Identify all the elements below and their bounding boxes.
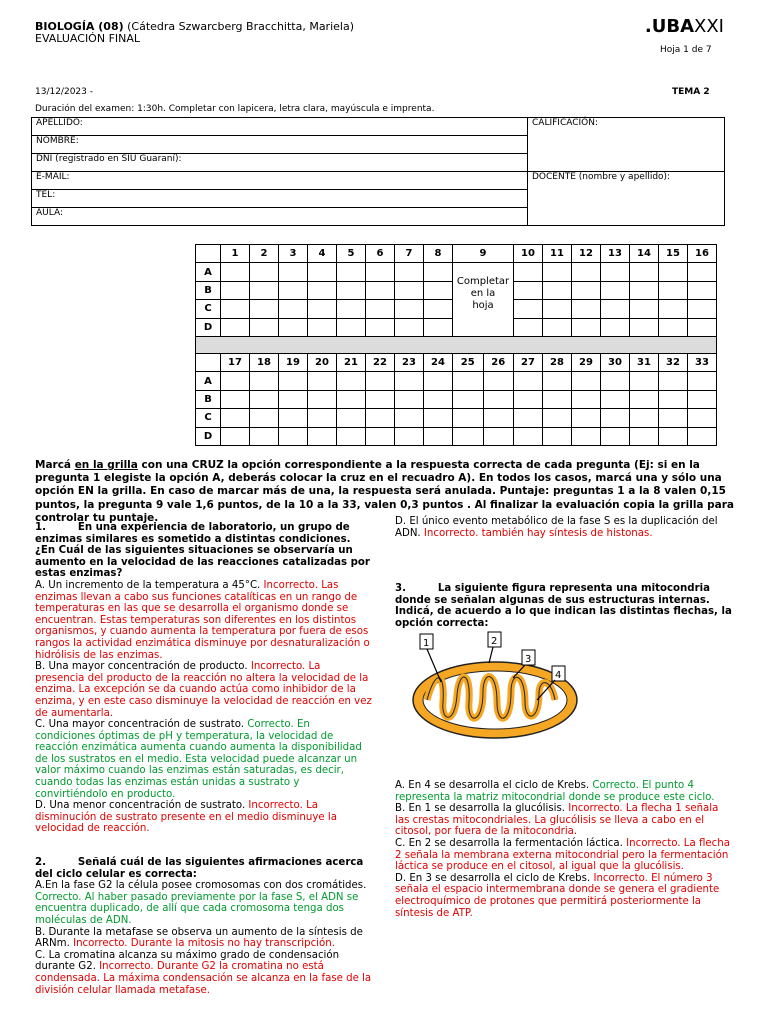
grid-row-label: B <box>196 281 221 299</box>
grid-cell[interactable] <box>630 318 659 336</box>
q1-option-b: B. Una mayor concentración de producto. Incorrecto. La presencia del producto de la reacción no altera la velocidad de la enzima. La excepción se da cuando actúa como inhibidor de la enzima, y en este caso disminuye la velocidad de reacción en vez de aumentarla. <box>35 661 372 719</box>
grid-cell[interactable] <box>601 300 630 318</box>
grid-cell[interactable] <box>366 263 395 281</box>
grid-cell[interactable] <box>424 318 453 336</box>
grid-cell[interactable] <box>514 372 543 390</box>
grid-cell[interactable] <box>308 281 337 299</box>
grid-cell[interactable] <box>395 409 424 427</box>
grid-cell[interactable] <box>366 427 395 445</box>
grid-cell[interactable] <box>630 372 659 390</box>
grid-cell[interactable] <box>279 390 308 408</box>
grid-cell[interactable] <box>250 409 279 427</box>
q1-option-d: D. Una menor concentración de sustrato. Incorrecto. La disminución de sustrato presente en el medio disminuye la velocidad de reacción. <box>35 800 337 835</box>
grid-cell[interactable] <box>543 409 572 427</box>
grid-cell[interactable] <box>601 409 630 427</box>
grid-cell[interactable] <box>688 263 717 281</box>
grid-cell[interactable] <box>366 300 395 318</box>
grid-cell[interactable] <box>337 372 366 390</box>
question-1: 1. En una experiencia de laboratorio, un grupo de enzimas similares es sometido a distintas condiciones. ¿En Cuál de las siguientes situaciones se observaría un aumento en la velocidad de las reacciones catalizadas por estas enzimas? <box>35 522 370 580</box>
grid-cell[interactable] <box>395 281 424 299</box>
grid-col-header: 23 <box>395 353 424 371</box>
q3-option-c: C. En 2 se desarrolla la fermentación láctica. Incorrecto. La flecha 2 señala la membrana externa mitocondrial pero la fermentación láctica se produce en el citosol, al igual que la glucólisis. <box>395 837 730 873</box>
grid-cell[interactable] <box>601 263 630 281</box>
grid-col-header: 24 <box>424 353 453 371</box>
grid-cell[interactable] <box>337 409 366 427</box>
grid-cell[interactable] <box>337 318 366 336</box>
grid-cell[interactable] <box>659 427 688 445</box>
grid-col-header: 6 <box>366 245 395 263</box>
grid-cell[interactable] <box>688 281 717 299</box>
calificacion-field[interactable]: CALIFICACIÓN: <box>528 118 725 172</box>
grid-col-header: 14 <box>630 245 659 263</box>
grid-cell[interactable] <box>543 427 572 445</box>
q3-option-d: D. En 3 se desarrolla el ciclo de Krebs. Incorrecto. El número 3 señala el espacio intermembrana donde se genera el gradiente electroquímico de protones que permitirá posteriormente la síntesis de ATP. <box>395 872 720 919</box>
grid-cell[interactable] <box>337 263 366 281</box>
grid-cell[interactable] <box>250 300 279 318</box>
grid-cell[interactable] <box>659 409 688 427</box>
grid-col-header: 13 <box>601 245 630 263</box>
grid-cell[interactable] <box>630 281 659 299</box>
grid-cell[interactable] <box>424 372 453 390</box>
grid-col-header: 16 <box>688 245 717 263</box>
label-2: 2 <box>491 636 498 647</box>
grid-cell[interactable] <box>688 409 717 427</box>
grid-row-label: C <box>196 300 221 318</box>
grid-cell[interactable] <box>308 300 337 318</box>
grid-corner <box>196 245 221 263</box>
question-3: 3. La siguiente figura representa una mitocondria donde se señalan algunas de sus estructuras internas. Indicá, de acuerdo a lo que indican las distintas flechas, la opción correcta: <box>395 583 732 629</box>
grid-cell[interactable] <box>514 390 543 408</box>
grid-cell[interactable] <box>572 318 601 336</box>
grid-cell[interactable] <box>543 318 572 336</box>
grid-cell[interactable] <box>514 318 543 336</box>
grid-cell[interactable] <box>221 300 250 318</box>
grid-cell[interactable] <box>424 300 453 318</box>
grid-cell[interactable] <box>601 318 630 336</box>
grid-cell[interactable] <box>688 300 717 318</box>
arrow-2 <box>489 647 493 663</box>
grid-cell[interactable] <box>366 390 395 408</box>
grid-cell[interactable] <box>572 281 601 299</box>
grid-cell[interactable] <box>630 409 659 427</box>
grid-cell[interactable] <box>543 300 572 318</box>
grid-cell[interactable] <box>366 281 395 299</box>
question-2: 2. Señalá cuál de las siguientes afirmaciones acerca del ciclo celular es correcta: <box>35 857 364 880</box>
grid-cell[interactable] <box>337 300 366 318</box>
grid-cell[interactable] <box>221 427 250 445</box>
grid-cell[interactable] <box>572 300 601 318</box>
grid-col-header: 17 <box>221 353 250 371</box>
grid-cell[interactable] <box>483 372 514 390</box>
grid-cell[interactable] <box>308 390 337 408</box>
grid-cell[interactable] <box>572 427 601 445</box>
grid-cell[interactable] <box>453 372 484 390</box>
grid-col-header: 27 <box>514 353 543 371</box>
grid-cell[interactable] <box>453 427 484 445</box>
grid-cell[interactable] <box>659 263 688 281</box>
q2-option-d: D. El único evento metabólico de la fase S es la duplicación del ADN. Incorrecto. también hay síntesis de histonas. <box>395 516 718 539</box>
grid-col-header: 11 <box>543 245 572 263</box>
grid-row-label: A <box>196 263 221 281</box>
grid-col-header: 15 <box>659 245 688 263</box>
answer-grid <box>195 244 717 446</box>
grid-cell[interactable] <box>601 372 630 390</box>
grid-cell[interactable] <box>572 372 601 390</box>
grid-cell[interactable] <box>221 390 250 408</box>
grid-cell[interactable] <box>279 318 308 336</box>
grid-cell[interactable] <box>366 372 395 390</box>
grid-cell[interactable] <box>601 281 630 299</box>
grid-cell[interactable] <box>483 390 514 408</box>
q2-option-c: C. La cromatina alcanza su máximo grado de condensación durante G2. Incorrecto. Durante G2 la cromatina no está condensada. La máxima condensación se alcanza en la fase de la división celular llamada metafase. <box>35 949 372 996</box>
grid-cell[interactable] <box>514 300 543 318</box>
grid-cell[interactable] <box>659 372 688 390</box>
grid-col-header: 7 <box>395 245 424 263</box>
uba-xxi-logo: .UBAXXI <box>644 16 724 37</box>
grid-col-header: 29 <box>572 353 601 371</box>
label-4: 4 <box>555 670 562 681</box>
grid-cell[interactable] <box>659 281 688 299</box>
grid-cell[interactable] <box>514 263 543 281</box>
grid-cell[interactable] <box>250 372 279 390</box>
course-title: BIOLOGÍA (08) (Cátedra Szwarcberg Bracchitta, Mariela) <box>35 20 354 33</box>
grid-col-header: 32 <box>659 353 688 371</box>
grid-col-header: 1 <box>221 245 250 263</box>
grid-cell[interactable] <box>395 318 424 336</box>
grid-cell[interactable] <box>279 300 308 318</box>
grid-cell[interactable] <box>514 281 543 299</box>
grid-col-header: 18 <box>250 353 279 371</box>
grid-cell[interactable] <box>630 263 659 281</box>
grid-row-label: A <box>196 372 221 390</box>
grid-cell[interactable] <box>424 263 453 281</box>
grid-cell[interactable] <box>250 318 279 336</box>
grid-cell[interactable] <box>366 318 395 336</box>
grid-cell[interactable] <box>453 409 484 427</box>
page-number: Hoja 1 de 7 <box>660 45 712 55</box>
instructions: Marcá en la grilla con una CRUZ la opción correspondiente a la respuesta correcta de cada pregunta (Ej: si en la pregunta 1 elegiste la opción A, deberás colocar la cruz en el recuadro A). En todos los casos, marcá una y sólo una opción EN la grilla. En caso de marcar más de una, la respuesta será anulada. Puntaje: preguntas 1 a la 8 valen 0,15 puntos, la pregunta 9 vale 1,6 puntos, de la 10 a la 33, valen 0,3 puntos . Al finalizar la evaluación copia la grilla para controlar tu puntaje. <box>35 459 735 524</box>
label-3: 3 <box>525 654 532 665</box>
grid-cell[interactable] <box>572 390 601 408</box>
email-field[interactable]: E-MAIL: <box>32 172 528 190</box>
grid-cell[interactable] <box>483 427 514 445</box>
tel-field[interactable]: TEL: <box>32 190 528 208</box>
grid-cell[interactable] <box>688 390 717 408</box>
grid-cell[interactable] <box>514 427 543 445</box>
grid-col-header: 20 <box>308 353 337 371</box>
grid-cell[interactable] <box>395 427 424 445</box>
grid-col-header: 19 <box>279 353 308 371</box>
grid-col-header: 30 <box>601 353 630 371</box>
grid-col-header: 12 <box>572 245 601 263</box>
grid-row-label: D <box>196 318 221 336</box>
grid-col-header: 3 <box>279 245 308 263</box>
grid-cell[interactable] <box>366 409 395 427</box>
apellido-field[interactable]: APELLIDO: <box>32 118 528 136</box>
grid-cell[interactable] <box>630 300 659 318</box>
duration-note: Duración del examen: 1:30h. Completar con lapicera, letra clara, mayúscula e imprenta. <box>35 104 435 114</box>
q3-options <box>395 780 735 919</box>
q3-option-a: A. En 4 se desarrolla el ciclo de Krebs. Correcto. El punto 4 representa la matriz mitocondrial donde se produce este ciclo. <box>395 780 715 803</box>
dni-field[interactable]: DNI (registrado en SIU Guaraní): <box>32 154 528 172</box>
grid-cell[interactable] <box>221 409 250 427</box>
grid-col-header: 9 <box>453 245 514 263</box>
grid-cell[interactable] <box>221 263 250 281</box>
student-info-form <box>31 117 725 226</box>
grid-cell[interactable] <box>514 409 543 427</box>
grid-col-header: 31 <box>630 353 659 371</box>
grid-row-label: D <box>196 427 221 445</box>
grid-cell[interactable] <box>688 372 717 390</box>
grid-cell[interactable] <box>308 372 337 390</box>
grid-cell[interactable] <box>279 263 308 281</box>
docente-field[interactable]: DOCENTE (nombre y apellido): <box>528 172 725 226</box>
grid-cell[interactable] <box>453 390 484 408</box>
exam-type: EVALUACIÓN FINAL <box>35 32 141 45</box>
grid-col-header: 2 <box>250 245 279 263</box>
label-1: 1 <box>423 638 430 649</box>
grid-separator <box>196 336 717 353</box>
grid-cell[interactable] <box>424 409 453 427</box>
q3-option-b: B. En 1 se desarrolla la glucólisis. Incorrecto. La flecha 1 señala las crestas mitocondriales. La glucólisis se lleva a cabo en el citosol, por fuera de la mitocondria. <box>395 803 719 838</box>
grid-cell[interactable] <box>543 390 572 408</box>
grid-cell[interactable] <box>572 263 601 281</box>
grid-row-label: B <box>196 390 221 408</box>
tema-label: TEMA 2 <box>672 87 710 97</box>
grid-cell[interactable] <box>221 372 250 390</box>
exam-date: 13/12/2023 - <box>35 87 93 97</box>
grid-cell[interactable] <box>572 409 601 427</box>
aula-field[interactable]: AULA: <box>32 208 528 226</box>
grid-cell[interactable] <box>630 390 659 408</box>
grid-col-header: 26 <box>483 353 514 371</box>
grid-cell[interactable] <box>337 390 366 408</box>
grid-col-header: 5 <box>337 245 366 263</box>
grid-cell[interactable] <box>395 300 424 318</box>
grid-cell[interactable] <box>543 263 572 281</box>
grid-cell[interactable] <box>279 281 308 299</box>
left-column <box>35 522 373 996</box>
grid-cell[interactable] <box>659 390 688 408</box>
grid-cell[interactable] <box>308 427 337 445</box>
grid-col-header: 25 <box>453 353 484 371</box>
q1-option-a: A. Un incremento de la temperatura a 45°C. Incorrecto. Las enzimas llevan a cabo sus funciones catalíticas en un rango de temperaturas en las que se desarrolla el organismo donde se encuentran. Estas temperaturas son diferentes en los distintos organismos, y cuando aumenta la temperatura por fuera de esos rangos la actividad enzimática disminuye por desnaturalización o hidrólisis de las enzimas. <box>35 579 370 661</box>
grid-cell[interactable] <box>279 427 308 445</box>
grid-cell[interactable] <box>250 281 279 299</box>
grid-cell[interactable] <box>688 427 717 445</box>
mitochondria-figure <box>405 630 600 745</box>
grid-cell[interactable] <box>659 318 688 336</box>
grid-cell[interactable] <box>601 390 630 408</box>
grid-col-header: 8 <box>424 245 453 263</box>
q3-block <box>395 583 735 629</box>
grid-cell[interactable] <box>630 427 659 445</box>
grid-row-label: C <box>196 409 221 427</box>
nombre-field[interactable]: NOMBRE: <box>32 136 528 154</box>
grid-col-header: 10 <box>514 245 543 263</box>
grid-cell[interactable] <box>688 318 717 336</box>
grid-col-header: 22 <box>366 353 395 371</box>
grid-cell[interactable] <box>659 300 688 318</box>
grid-cell[interactable] <box>308 409 337 427</box>
grid-cell[interactable] <box>221 281 250 299</box>
grid-col-header: 33 <box>688 353 717 371</box>
grid-cell[interactable] <box>308 263 337 281</box>
grid-cell[interactable] <box>250 390 279 408</box>
grid-cell[interactable] <box>279 372 308 390</box>
grid-cell[interactable] <box>279 409 308 427</box>
q1-option-c: C. Una mayor concentración de sustrato. Correcto. En condiciones óptimas de pH y temperatura, la velocidad de reacción enzimática aumenta cuando aumenta la disponibilidad de los sustratos en el medio. Esta velocidad puede alcanzar un valor máximo cuando las enzimas están saturadas, es decir, cuando todas las enzimas están unidas a sustrato y convirtiéndolo en producto. <box>35 719 362 800</box>
grid-cell[interactable] <box>337 427 366 445</box>
grid-cell[interactable] <box>601 427 630 445</box>
grid-cell[interactable] <box>543 372 572 390</box>
grid-cell[interactable] <box>395 263 424 281</box>
grid-col-header: 28 <box>543 353 572 371</box>
grid-cell[interactable] <box>424 390 453 408</box>
q2-option-a: A.En la fase G2 la célula posee cromosomas con dos cromátides. Correcto. Al haber pasado previamente por la fase S, el ADN se encuentra duplicado, de allí que cada cromosoma tenga dos moléculas de ADN. <box>35 880 367 926</box>
grid-cell[interactable] <box>221 318 250 336</box>
grid-cell[interactable] <box>543 281 572 299</box>
grid-cell[interactable] <box>424 427 453 445</box>
grid-cell[interactable] <box>395 390 424 408</box>
grid-cell[interactable] <box>395 372 424 390</box>
grid-cell[interactable] <box>483 409 514 427</box>
right-column <box>395 516 735 539</box>
grid-cell[interactable] <box>424 281 453 299</box>
grid-cell[interactable] <box>337 281 366 299</box>
q2-option-b: B. Durante la metafase se observa un aumento de la síntesis de ARNm. Incorrecto. Durante la mitosis no hay transcripción. <box>35 926 363 950</box>
grid-corner <box>196 353 221 371</box>
grid-cell[interactable] <box>308 318 337 336</box>
grid-cell[interactable] <box>250 427 279 445</box>
grid-cell[interactable] <box>250 263 279 281</box>
grid-col-header: 21 <box>337 353 366 371</box>
grid-col-header: 4 <box>308 245 337 263</box>
q9-note: Completar en la hoja <box>453 263 514 337</box>
